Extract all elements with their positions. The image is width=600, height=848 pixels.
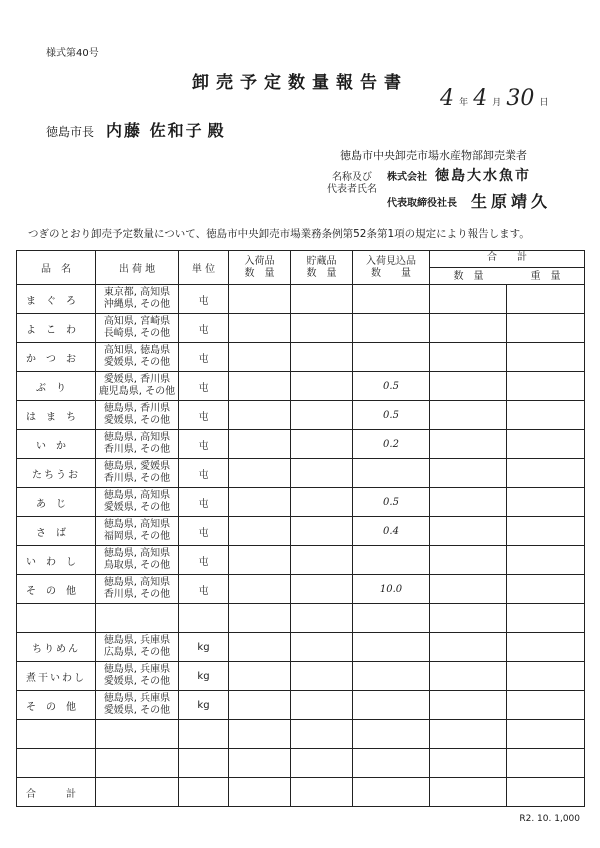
date-month: 4 [473, 86, 488, 111]
item-name: その他 [17, 575, 96, 604]
item-name: いわし [17, 546, 96, 575]
total-weight-cell[interactable] [507, 314, 585, 343]
date-day-unit: 日 [539, 98, 549, 108]
total-weight-cell[interactable] [507, 372, 585, 401]
storage-qty-cell[interactable] [291, 720, 353, 749]
item-name: ぶり [17, 372, 96, 401]
origin-cell [96, 488, 179, 517]
unit-cell: 屯 [179, 459, 229, 488]
expected-qty-cell[interactable] [353, 459, 430, 488]
item-name: その他 [17, 691, 96, 720]
total-qty-cell[interactable] [430, 633, 507, 662]
unit-cell: 屯 [179, 343, 229, 372]
expected-qty-cell[interactable] [353, 662, 430, 691]
origin-line-2: 鹿児島県, その他 [98, 386, 176, 397]
table-row [17, 604, 585, 633]
origin-line-2: 香川県, その他 [103, 473, 171, 484]
storage-qty-cell[interactable] [291, 691, 353, 720]
expected-qty-cell[interactable] [353, 604, 430, 633]
origin-line-1: 徳島県, 高知県 [103, 519, 171, 530]
unit-cell: kg [179, 633, 229, 662]
total-qty-cell[interactable] [430, 372, 507, 401]
arrival-qty-cell[interactable] [229, 749, 291, 778]
total-qty-cell[interactable] [430, 401, 507, 430]
header-arrival-line-1: 入荷品 [244, 255, 275, 267]
expected-qty-cell[interactable] [353, 546, 430, 575]
total-weight-cell[interactable] [507, 691, 585, 720]
storage-qty-cell[interactable] [291, 285, 353, 314]
arrival-qty-cell[interactable] [229, 401, 291, 430]
origin-line-2: 長崎県, その他 [103, 328, 171, 339]
expected-qty-cell[interactable] [353, 691, 430, 720]
unit-cell: 屯 [179, 372, 229, 401]
origin-line-2: 沖縄県, その他 [103, 299, 171, 310]
origin-line-1: 徳島県, 高知県 [103, 577, 171, 588]
addressee-name: 内藤 佐和子 [106, 121, 204, 140]
origin-line-1: 徳島県, 高知県 [103, 490, 171, 501]
header-storage-line-2: 数 量 [306, 267, 337, 279]
origin-line-1: 高知県, 宮崎県 [103, 316, 171, 327]
header-total-label: 合 計 [487, 252, 527, 263]
origin-line-2: 鳥取県, その他 [103, 560, 171, 571]
arrival-qty-cell[interactable] [229, 720, 291, 749]
table-row [17, 372, 585, 401]
table-row [17, 633, 585, 662]
origin-cell [96, 546, 179, 575]
quantity-table [16, 250, 585, 807]
arrival-qty-cell[interactable] [229, 488, 291, 517]
table-row [17, 430, 585, 459]
print-note: R2. 10. 1,000 [519, 814, 580, 824]
unit-cell: kg [179, 691, 229, 720]
header-expected-line-1: 入荷見込品 [366, 255, 416, 267]
origin-cell [96, 720, 179, 749]
addressee-title: 徳島市長 [46, 125, 95, 139]
unit-cell: 屯 [179, 401, 229, 430]
origin-line-1: 徳島県, 高知県 [103, 432, 171, 443]
date-month-unit: 月 [492, 98, 502, 108]
statement: つぎのとおり卸売予定数量について、徳島市中央卸売市場業務条例第52条第1項の規定により報告します。 [28, 228, 530, 240]
name-label-line-1: 名称及び [332, 172, 372, 183]
origin-line-1: 徳島県, 高知県 [103, 548, 171, 559]
arrival-qty-cell[interactable] [229, 314, 291, 343]
unit-cell [179, 749, 229, 778]
total-qty-cell[interactable] [430, 517, 507, 546]
item-name: ちりめん [17, 633, 96, 662]
origin-cell [96, 691, 179, 720]
storage-qty-cell[interactable] [291, 662, 353, 691]
arrival-qty-cell[interactable] [229, 430, 291, 459]
name-label-line-2: 代表者氏名 [327, 184, 377, 195]
item-name: 合 計 [17, 778, 96, 807]
total-weight-cell[interactable] [507, 575, 585, 604]
storage-qty-cell[interactable] [291, 401, 353, 430]
origin-line-1: 愛媛県, 香川県 [103, 374, 171, 385]
storage-qty-cell[interactable] [291, 459, 353, 488]
storage-qty-cell[interactable] [291, 372, 353, 401]
arrival-qty-cell[interactable] [229, 459, 291, 488]
header-item: 品 名 [17, 251, 96, 285]
table-row [17, 691, 585, 720]
item-name [17, 720, 96, 749]
origin-line-2: 愛媛県, その他 [103, 676, 171, 687]
date-year: 4 [440, 86, 454, 111]
expected-qty-cell[interactable] [353, 633, 430, 662]
total-weight-cell[interactable] [507, 488, 585, 517]
storage-qty-cell[interactable] [291, 517, 353, 546]
item-name: さば [17, 517, 96, 546]
table-row [17, 662, 585, 691]
storage-qty-cell[interactable] [291, 633, 353, 662]
table-row [17, 778, 585, 807]
origin-line-2: 香川県, その他 [103, 444, 171, 455]
storage-qty-cell[interactable] [291, 778, 353, 807]
total-weight-cell[interactable] [507, 546, 585, 575]
item-name [17, 749, 96, 778]
addressee [46, 118, 224, 141]
arrival-qty-cell[interactable] [229, 691, 291, 720]
origin-line-2: 香川県, その他 [103, 589, 171, 600]
storage-qty-cell[interactable] [291, 488, 353, 517]
total-qty-cell[interactable] [430, 778, 507, 807]
storage-qty-cell[interactable] [291, 314, 353, 343]
origin-cell [96, 343, 179, 372]
expected-qty-cell[interactable]: 0.5 [353, 372, 430, 401]
addressee-honorific: 殿 [207, 121, 224, 140]
item-name [17, 604, 96, 633]
total-qty-cell[interactable] [430, 430, 507, 459]
storage-qty-cell[interactable] [291, 575, 353, 604]
arrival-qty-cell[interactable] [229, 633, 291, 662]
document-title: 卸売予定数量報告書 [192, 73, 408, 93]
unit-cell: 屯 [179, 575, 229, 604]
date-day: 30 [506, 86, 535, 111]
total-weight-cell[interactable] [507, 604, 585, 633]
arrival-qty-cell[interactable] [229, 517, 291, 546]
arrival-qty-cell[interactable] [229, 604, 291, 633]
item-name: よこわ [17, 314, 96, 343]
arrival-qty-cell[interactable] [229, 285, 291, 314]
company-name: 徳島大水魚市 [435, 168, 531, 184]
total-qty-cell[interactable] [430, 546, 507, 575]
table-row [17, 314, 585, 343]
arrival-qty-cell[interactable] [229, 575, 291, 604]
origin-line-2: 広島県, その他 [103, 647, 171, 658]
total-weight-cell[interactable] [507, 459, 585, 488]
origin-cell [96, 604, 179, 633]
name-label [327, 172, 377, 196]
arrival-qty-cell[interactable] [229, 343, 291, 372]
total-qty-cell[interactable] [430, 285, 507, 314]
total-qty-cell[interactable] [430, 662, 507, 691]
origin-line-1: 徳島県, 兵庫県 [103, 693, 171, 704]
table-header-row [17, 251, 585, 285]
total-weight-cell[interactable] [507, 749, 585, 778]
expected-qty-cell[interactable] [353, 749, 430, 778]
header-total-quantity: 数 量 [453, 271, 484, 282]
item-name: あじ [17, 488, 96, 517]
origin-line-1: 高知県, 徳島県 [103, 345, 171, 356]
expected-qty-cell[interactable]: 10.0 [353, 575, 430, 604]
origin-cell [96, 459, 179, 488]
table-row [17, 517, 585, 546]
header-storage-line-1: 貯蔵品 [306, 255, 337, 267]
arrival-qty-cell[interactable] [229, 546, 291, 575]
representative-title: 代表取締役社長 [387, 198, 457, 209]
origin-cell [96, 517, 179, 546]
table-row [17, 575, 585, 604]
header-expected-line-2: 数 量 [371, 267, 411, 279]
origin-cell [96, 430, 179, 459]
expected-qty-cell[interactable] [353, 343, 430, 372]
storage-qty-cell[interactable] [291, 604, 353, 633]
arrival-qty-cell[interactable] [229, 372, 291, 401]
origin-line-2: 愛媛県, その他 [103, 502, 171, 513]
origin-cell [96, 401, 179, 430]
header-origin: 出 荷 地 [96, 251, 179, 285]
unit-cell: 屯 [179, 430, 229, 459]
unit-cell: 屯 [179, 488, 229, 517]
table-row [17, 720, 585, 749]
total-qty-cell[interactable] [430, 488, 507, 517]
header-unit: 単 位 [179, 251, 229, 285]
total-qty-cell[interactable] [430, 314, 507, 343]
header-total [430, 251, 585, 285]
header-total-sub [430, 267, 584, 283]
total-weight-cell[interactable] [507, 633, 585, 662]
header-storage [291, 251, 353, 285]
representative-name: 生原靖久 [471, 192, 552, 211]
expected-qty-cell[interactable] [353, 720, 430, 749]
company-kind: 株式会社 [387, 172, 427, 183]
total-weight-cell[interactable] [507, 778, 585, 807]
arrival-qty-cell[interactable] [229, 778, 291, 807]
origin-cell [96, 778, 179, 807]
item-name: たちうお [17, 459, 96, 488]
header-arrival [229, 251, 291, 285]
total-qty-cell[interactable] [430, 749, 507, 778]
expected-qty-cell[interactable] [353, 314, 430, 343]
total-qty-cell[interactable] [430, 343, 507, 372]
unit-cell [179, 720, 229, 749]
unit-cell: 屯 [179, 546, 229, 575]
item-name: まぐろ [17, 285, 96, 314]
total-qty-cell[interactable] [430, 459, 507, 488]
expected-qty-cell[interactable]: 0.5 [353, 401, 430, 430]
origin-line-1: 徳島県, 兵庫県 [103, 635, 171, 646]
unit-cell: 屯 [179, 517, 229, 546]
arrival-qty-cell[interactable] [229, 662, 291, 691]
total-qty-cell[interactable] [430, 575, 507, 604]
origin-cell [96, 749, 179, 778]
storage-qty-cell[interactable] [291, 546, 353, 575]
form-number: 様式第40号 [46, 48, 99, 59]
origin-line-1: 徳島県, 兵庫県 [103, 664, 171, 675]
origin-line-1: 徳島県, 愛媛県 [103, 461, 171, 472]
table-row [17, 546, 585, 575]
table-row [17, 401, 585, 430]
unit-cell: 屯 [179, 314, 229, 343]
origin-line-1: 徳島県, 香川県 [103, 403, 171, 414]
storage-qty-cell[interactable] [291, 343, 353, 372]
origin-cell [96, 633, 179, 662]
table-row [17, 343, 585, 372]
unit-cell [179, 604, 229, 633]
table-row [17, 459, 585, 488]
header-expected [353, 251, 430, 285]
header-arrival-line-2: 数 量 [244, 267, 275, 279]
expected-qty-cell[interactable] [353, 285, 430, 314]
total-weight-cell[interactable] [507, 662, 585, 691]
unit-cell: 屯 [179, 285, 229, 314]
total-weight-cell[interactable] [507, 285, 585, 314]
table-row [17, 285, 585, 314]
item-name: かつお [17, 343, 96, 372]
total-weight-cell[interactable] [507, 517, 585, 546]
origin-cell [96, 662, 179, 691]
origin-line-2: 愛媛県, その他 [103, 415, 171, 426]
origin-line-1: 東京都, 高知県 [103, 287, 171, 298]
table-row [17, 749, 585, 778]
storage-qty-cell[interactable] [291, 749, 353, 778]
unit-cell: kg [179, 662, 229, 691]
total-qty-cell[interactable] [430, 720, 507, 749]
expected-qty-cell[interactable]: 0.5 [353, 488, 430, 517]
total-weight-cell[interactable] [507, 401, 585, 430]
storage-qty-cell[interactable] [291, 430, 353, 459]
header-total-weight: 重 量 [530, 271, 561, 282]
origin-cell [96, 314, 179, 343]
market-name: 徳島市中央卸売市場水産物部卸売業者 [340, 149, 527, 162]
total-weight-cell[interactable] [507, 430, 585, 459]
table-row [17, 488, 585, 517]
date-year-unit: 年 [459, 98, 469, 108]
report-date [440, 86, 590, 112]
total-qty-cell[interactable] [430, 691, 507, 720]
item-name: いか [17, 430, 96, 459]
item-name: はまち [17, 401, 96, 430]
origin-line-2: 愛媛県, その他 [103, 705, 171, 716]
origin-cell [96, 575, 179, 604]
origin-cell [96, 285, 179, 314]
expected-qty-cell[interactable]: 0.2 [353, 430, 430, 459]
origin-line-2: 愛媛県, その他 [103, 357, 171, 368]
origin-line-2: 福岡県, その他 [103, 531, 171, 542]
origin-cell [96, 372, 179, 401]
item-name: 煮干いわし [17, 662, 96, 691]
expected-qty-cell[interactable] [353, 778, 430, 807]
expected-qty-cell[interactable]: 0.4 [353, 517, 430, 546]
total-weight-cell[interactable] [507, 343, 585, 372]
total-qty-cell[interactable] [430, 604, 507, 633]
total-weight-cell[interactable] [507, 720, 585, 749]
unit-cell [179, 778, 229, 807]
